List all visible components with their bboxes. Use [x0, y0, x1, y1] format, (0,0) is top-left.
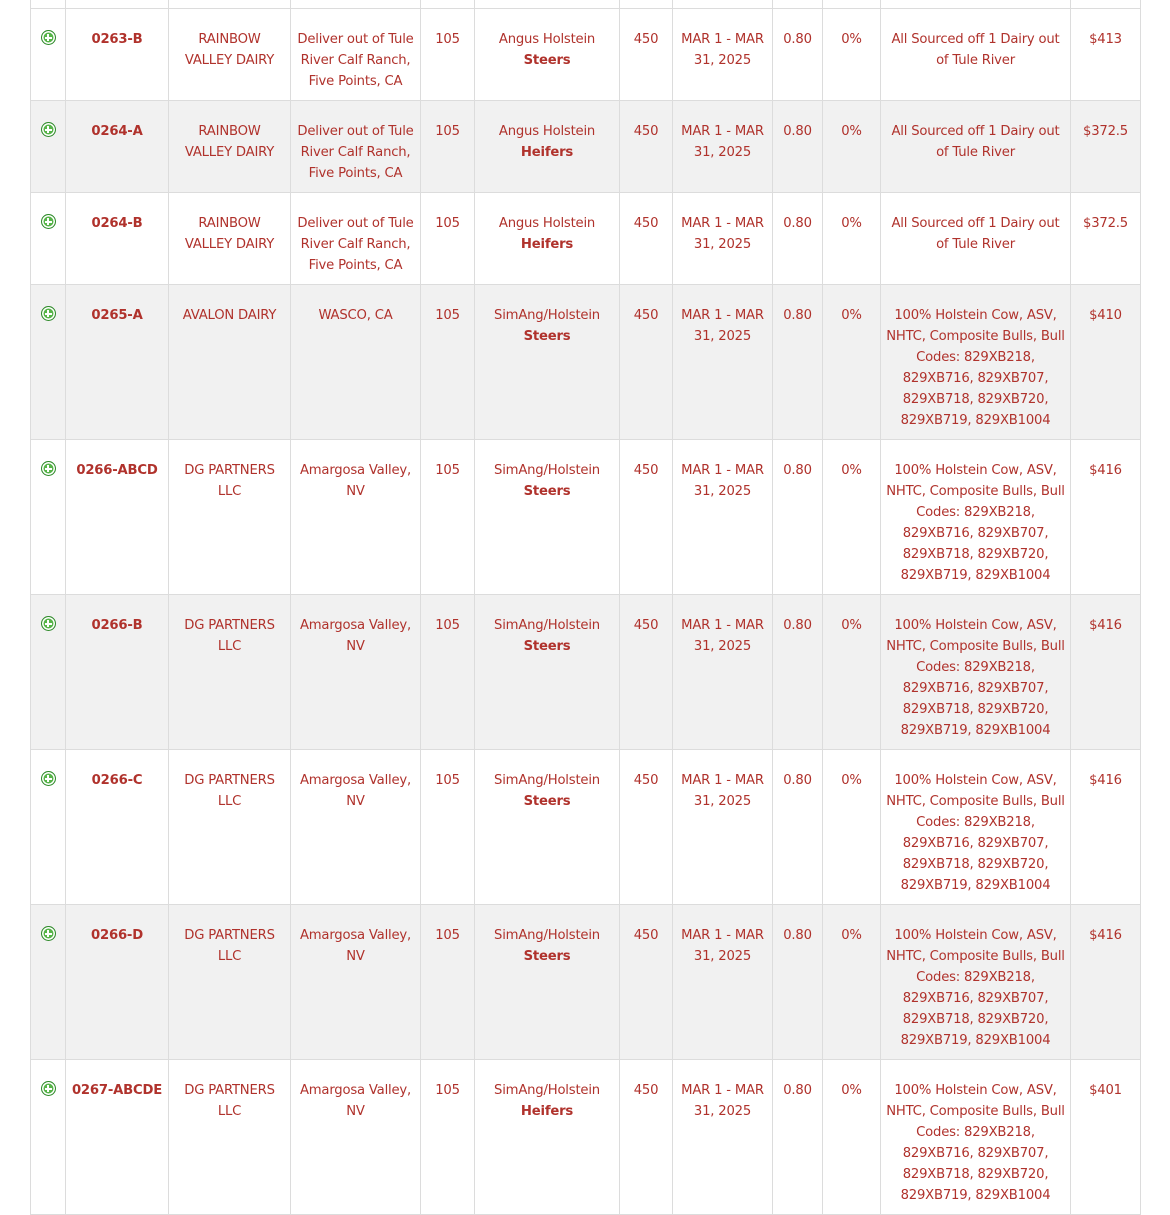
seller-cell: DG PARTNERS LLC: [169, 1060, 291, 1215]
breed-cell: [475, 905, 620, 1060]
head-count-cell: 105: [421, 595, 475, 750]
head-count-cell: 105: [421, 285, 475, 440]
seller-cell: AVALON DAIRY: [169, 285, 291, 440]
lot-number-link[interactable]: 0266-B: [91, 618, 143, 633]
table-row[interactable]: [31, 905, 1141, 1060]
slide-cell: 0.80: [773, 101, 823, 193]
weight-cell: 450: [620, 9, 673, 101]
sex-text: Heifers: [520, 1104, 574, 1119]
expand-cell[interactable]: [31, 101, 66, 193]
location-cell: Amargosa Valley, NV: [291, 595, 421, 750]
comments-cell: 100% Holstein Cow, ASV, NHTC, Composite Bulls, Bull Codes: 829XB218, 829XB716, 829XB707, 829XB718, 829XB720, 829XB719, 829XB1004: [881, 905, 1071, 1060]
lot-number-cell[interactable]: [66, 193, 169, 285]
head-count-cell: 105: [421, 905, 475, 1060]
lots-table-body: [31, 0, 1141, 1215]
lot-number-cell[interactable]: [66, 285, 169, 440]
location-cell: WASCO, CA: [291, 285, 421, 440]
table-row[interactable]: [31, 750, 1141, 905]
delivery-cell: MAR 1 - MAR 31, 2025: [673, 750, 773, 905]
seller-cell: RAINBOW VALLEY DAIRY: [169, 193, 291, 285]
head-count-cell: 105: [421, 440, 475, 595]
breed-cell: [475, 440, 620, 595]
breed-cell: [475, 101, 620, 193]
lot-number-cell[interactable]: [66, 101, 169, 193]
breed-text: SimAng/Holstein: [494, 308, 600, 323]
table-row[interactable]: [31, 285, 1141, 440]
sex-text: Steers: [523, 53, 571, 68]
expand-cell[interactable]: [31, 905, 66, 1060]
breed-text: SimAng/Holstein: [494, 618, 600, 633]
table-row[interactable]: [31, 440, 1141, 595]
lot-number-link[interactable]: 0264-B: [91, 216, 143, 231]
shrink-cell: 0%: [823, 905, 881, 1060]
expand-cell[interactable]: [31, 9, 66, 101]
head-count-cell: 105: [421, 193, 475, 285]
sex-text: Heifers: [520, 237, 574, 252]
slide-cell: 0.80: [773, 750, 823, 905]
comments-cell: 100% Holstein Cow, ASV, NHTC, Composite Bulls, Bull Codes: 829XB218, 829XB716, 829XB707, 829XB718, 829XB720, 829XB719, 829XB1004: [881, 1060, 1071, 1215]
table-row[interactable]: [31, 101, 1141, 193]
delivery-cell: MAR 1 - MAR 31, 2025: [673, 595, 773, 750]
breed-cell: [475, 750, 620, 905]
shrink-cell: 0%: [823, 595, 881, 750]
plus-circle-icon[interactable]: [41, 461, 56, 476]
comments-cell: 100% Holstein Cow, ASV, NHTC, Composite Bulls, Bull Codes: 829XB218, 829XB716, 829XB707, 829XB718, 829XB720, 829XB719, 829XB1004: [881, 440, 1071, 595]
head-count-cell: 105: [421, 1060, 475, 1215]
expand-cell[interactable]: [31, 1060, 66, 1215]
shrink-cell: 0%: [823, 9, 881, 101]
comments-cell: 100% Holstein Cow, ASV, NHTC, Composite Bulls, Bull Codes: 829XB218, 829XB716, 829XB707, 829XB718, 829XB720, 829XB719, 829XB1004: [881, 750, 1071, 905]
slide-cell: 0.80: [773, 9, 823, 101]
breed-text: SimAng/Holstein: [494, 928, 600, 943]
price-cell: $416: [1071, 595, 1141, 750]
weight-cell: 450: [620, 193, 673, 285]
weight-cell: 450: [620, 285, 673, 440]
table-row[interactable]: [31, 193, 1141, 285]
head-count-cell: 105: [421, 750, 475, 905]
breed-cell: [475, 285, 620, 440]
weight-cell: 450: [620, 101, 673, 193]
plus-circle-icon[interactable]: [41, 616, 56, 631]
price-cell: $416: [1071, 440, 1141, 595]
plus-circle-icon[interactable]: [41, 926, 56, 941]
plus-circle-icon[interactable]: [41, 214, 56, 229]
weight-cell: 450: [620, 440, 673, 595]
seller-cell: DG PARTNERS LLC: [169, 595, 291, 750]
delivery-cell: MAR 1 - MAR 31, 2025: [673, 193, 773, 285]
expand-cell[interactable]: [31, 285, 66, 440]
plus-circle-icon[interactable]: [41, 771, 56, 786]
breed-text: Angus Holstein: [498, 124, 596, 139]
breed-text: SimAng/Holstein: [494, 773, 600, 788]
comments-cell: All Sourced off 1 Dairy out of Tule River: [881, 9, 1071, 101]
lot-number-cell[interactable]: [66, 905, 169, 1060]
weight-cell: 450: [620, 750, 673, 905]
sex-text: Steers: [523, 484, 571, 499]
shrink-cell: 0%: [823, 101, 881, 193]
plus-circle-icon[interactable]: [41, 122, 56, 137]
slide-cell: 0.80: [773, 905, 823, 1060]
lot-number-cell[interactable]: [66, 9, 169, 101]
lot-number-link[interactable]: 0264-A: [91, 124, 143, 139]
location-cell: Amargosa Valley, NV: [291, 905, 421, 1060]
delivery-cell: MAR 1 - MAR 31, 2025: [673, 9, 773, 101]
delivery-cell: MAR 1 - MAR 31, 2025: [673, 1060, 773, 1215]
delivery-cell: MAR 1 - MAR 31, 2025: [673, 440, 773, 595]
lot-number-cell[interactable]: [66, 1060, 169, 1215]
price-cell: $401: [1071, 1060, 1141, 1215]
table-row[interactable]: [31, 9, 1141, 101]
breed-cell: [475, 9, 620, 101]
breed-text: Angus Holstein: [498, 32, 596, 47]
delivery-cell: MAR 1 - MAR 31, 2025: [673, 101, 773, 193]
lot-number-link[interactable]: 0266-C: [91, 773, 143, 788]
location-cell: Deliver out of Tule River Calf Ranch, Five Points, CA: [291, 9, 421, 101]
breed-cell: [475, 1060, 620, 1215]
lot-number-cell[interactable]: [66, 750, 169, 905]
shrink-cell: 0%: [823, 285, 881, 440]
price-cell: $372.5: [1071, 193, 1141, 285]
delivery-cell: MAR 1 - MAR 31, 2025: [673, 905, 773, 1060]
slide-cell: 0.80: [773, 285, 823, 440]
shrink-cell: 0%: [823, 440, 881, 595]
slide-cell: 0.80: [773, 440, 823, 595]
price-cell: $410: [1071, 285, 1141, 440]
price-cell: $416: [1071, 905, 1141, 1060]
breed-text: SimAng/Holstein: [494, 463, 600, 478]
weight-cell: 450: [620, 905, 673, 1060]
location-cell: Deliver out of Tule River Calf Ranch, Five Points, CA: [291, 101, 421, 193]
slide-cell: 0.80: [773, 595, 823, 750]
slide-cell: 0.80: [773, 193, 823, 285]
weight-cell: 450: [620, 1060, 673, 1215]
expand-cell[interactable]: [31, 595, 66, 750]
table-row[interactable]: [31, 595, 1141, 750]
sex-text: Steers: [523, 794, 571, 809]
comments-cell: All Sourced off 1 Dairy out of Tule River: [881, 193, 1071, 285]
seller-cell: RAINBOW VALLEY DAIRY: [169, 101, 291, 193]
head-count-cell: 105: [421, 101, 475, 193]
comments-cell: All Sourced off 1 Dairy out of Tule River: [881, 101, 1071, 193]
shrink-cell: 0%: [823, 1060, 881, 1215]
plus-circle-icon[interactable]: [41, 306, 56, 321]
breed-text: Angus Holstein: [498, 216, 596, 231]
breed-cell: [475, 193, 620, 285]
comments-cell: 100% Holstein Cow, ASV, NHTC, Composite Bulls, Bull Codes: 829XB218, 829XB716, 829XB707, 829XB718, 829XB720, 829XB719, 829XB1004: [881, 595, 1071, 750]
weight-cell: 450: [620, 595, 673, 750]
comments-cell: 100% Holstein Cow, ASV, NHTC, Composite Bulls, Bull Codes: 829XB218, 829XB716, 829XB707, 829XB718, 829XB720, 829XB719, 829XB1004: [881, 285, 1071, 440]
seller-cell: DG PARTNERS LLC: [169, 440, 291, 595]
seller-cell: DG PARTNERS LLC: [169, 750, 291, 905]
lot-number-cell[interactable]: [66, 595, 169, 750]
sex-text: Steers: [523, 329, 571, 344]
price-cell: $372.5: [1071, 101, 1141, 193]
lot-number-link[interactable]: 0263-B: [91, 32, 143, 47]
delivery-cell: MAR 1 - MAR 31, 2025: [673, 285, 773, 440]
lot-number-link[interactable]: 0266-ABCD: [76, 463, 158, 478]
location-cell: Amargosa Valley, NV: [291, 750, 421, 905]
slide-cell: 0.80: [773, 1060, 823, 1215]
lots-table: [30, 0, 1141, 1215]
sex-text: Steers: [523, 639, 571, 654]
sex-text: Steers: [523, 949, 571, 964]
expand-cell[interactable]: [31, 193, 66, 285]
location-cell: Amargosa Valley, NV: [291, 1060, 421, 1215]
seller-cell: DG PARTNERS LLC: [169, 905, 291, 1060]
price-cell: $416: [1071, 750, 1141, 905]
lot-number-link[interactable]: 0265-A: [91, 308, 143, 323]
sex-text: Heifers: [520, 145, 574, 160]
plus-circle-icon[interactable]: [41, 1081, 56, 1096]
breed-cell: [475, 595, 620, 750]
plus-circle-icon[interactable]: [41, 30, 56, 45]
seller-cell: RAINBOW VALLEY DAIRY: [169, 9, 291, 101]
lot-number-link[interactable]: 0267-ABCDE: [71, 1083, 163, 1098]
lot-number-cell[interactable]: [66, 440, 169, 595]
shrink-cell: 0%: [823, 750, 881, 905]
expand-cell[interactable]: [31, 750, 66, 905]
expand-cell[interactable]: [31, 440, 66, 595]
breed-text: SimAng/Holstein: [494, 1083, 600, 1098]
table-row-partial: [31, 0, 1141, 9]
location-cell: Deliver out of Tule River Calf Ranch, Five Points, CA: [291, 193, 421, 285]
table-row[interactable]: [31, 1060, 1141, 1215]
location-cell: Amargosa Valley, NV: [291, 440, 421, 595]
price-cell: $413: [1071, 9, 1141, 101]
lot-number-link[interactable]: 0266-D: [91, 928, 143, 943]
head-count-cell: 105: [421, 9, 475, 101]
shrink-cell: 0%: [823, 193, 881, 285]
